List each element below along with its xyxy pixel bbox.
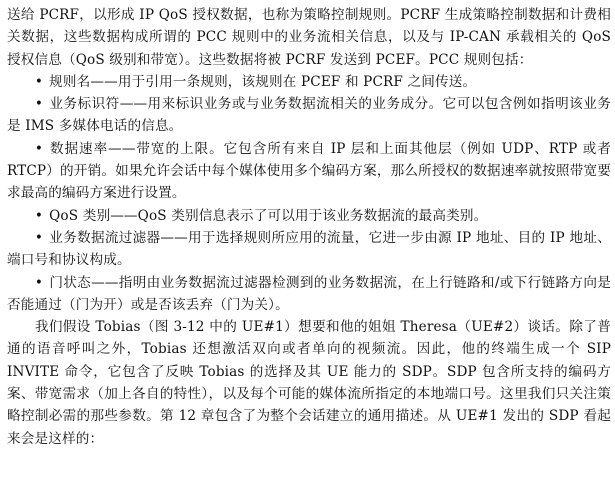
bullet-text: 门状态——指明由业务数据流过滤器检测到的业务数据流，在上行链路和/或下行链路方向是否能通过（门为开）或是否该丢弃（门为关）。: [7, 274, 611, 313]
body-paragraph-tobias: 我们假设 Tobias（图 3-12 中的 UE#1）想要和他的姐姐 Theresa（UE#2）谈话。除了普通的语音呼叫之外，Tobias 还想激活双向或者单向的视频流。因此，他的终端生成一个 SIP INVITE 命令，它包含了反映 Tobias 的选择及其 UE 能力的 SDP。SDP 包含所支持的编码方案、带宽需求（加上各自的特性），以及每个可能的媒体流所指定的本地端口号。这里我们只关注策略控制必需的那些参数。第 12 章包含了为整个会话建立的通用描述。从 UE#1 发出的 SDP 看起来会是这样的：: [7, 319, 611, 447]
intro-paragraph: 送给 PCRF，以形成 IP QoS 授权数据，也称为策略控制规则。PCRF 生成策略控制数据和计费相关数据，这些数据构成所谓的 PCC 规则中的业务流相关信息，以及与 IP-CAN 承载相关的 QoS 授权信息（QoS 级别和带宽）。这些数据将被 PCRF 发送到 PCEF。PCC 规则包括：: [7, 7, 611, 68]
bullet-marker: •: [34, 207, 44, 224]
bullet-item-service-identifier: [7, 93, 611, 138]
bullet-marker: •: [34, 140, 44, 157]
bullet-marker: •: [34, 73, 44, 90]
bullet-item-service-data-flow-filter: [7, 227, 611, 272]
bullet-text: QoS 类别——QoS 类别信息表示了可以用于该业务数据流的最高类别。: [49, 207, 488, 224]
bullet-marker: •: [34, 229, 44, 246]
bullet-marker: •: [34, 274, 44, 291]
bullet-item-gate-status: [7, 272, 611, 317]
bullet-marker: •: [34, 96, 44, 113]
bullet-text: 业务标识符——用来标识业务或与业务数据流相关的业务成分。它可以包含例如指明该业务是 IMS 多媒体电话的信息。: [7, 96, 611, 135]
bullet-text: 数据速率——带宽的上限。它包含所有来自 IP 层和上面其他层（例如 UDP、RTP 或者 RTCP）的开销。如果允许会话中每个媒体使用多个编码方案，那么所授权的数据速率就按照带宽要求最高的编码方案进行设置。: [7, 140, 611, 202]
bullet-item-qos-class: [7, 205, 611, 227]
bullet-item-data-rate: [7, 138, 611, 205]
bullet-text: 规则名——用于引用一条规则，该规则在 PCEF 和 PCRF 之间传送。: [49, 73, 477, 90]
bullet-text: 业务数据流过滤器——用于选择规则所应用的流量，它进一步由源 IP 地址、目的 IP 地址、端口号和协议构成。: [7, 229, 611, 269]
bullet-item-rule-name: [7, 71, 611, 93]
